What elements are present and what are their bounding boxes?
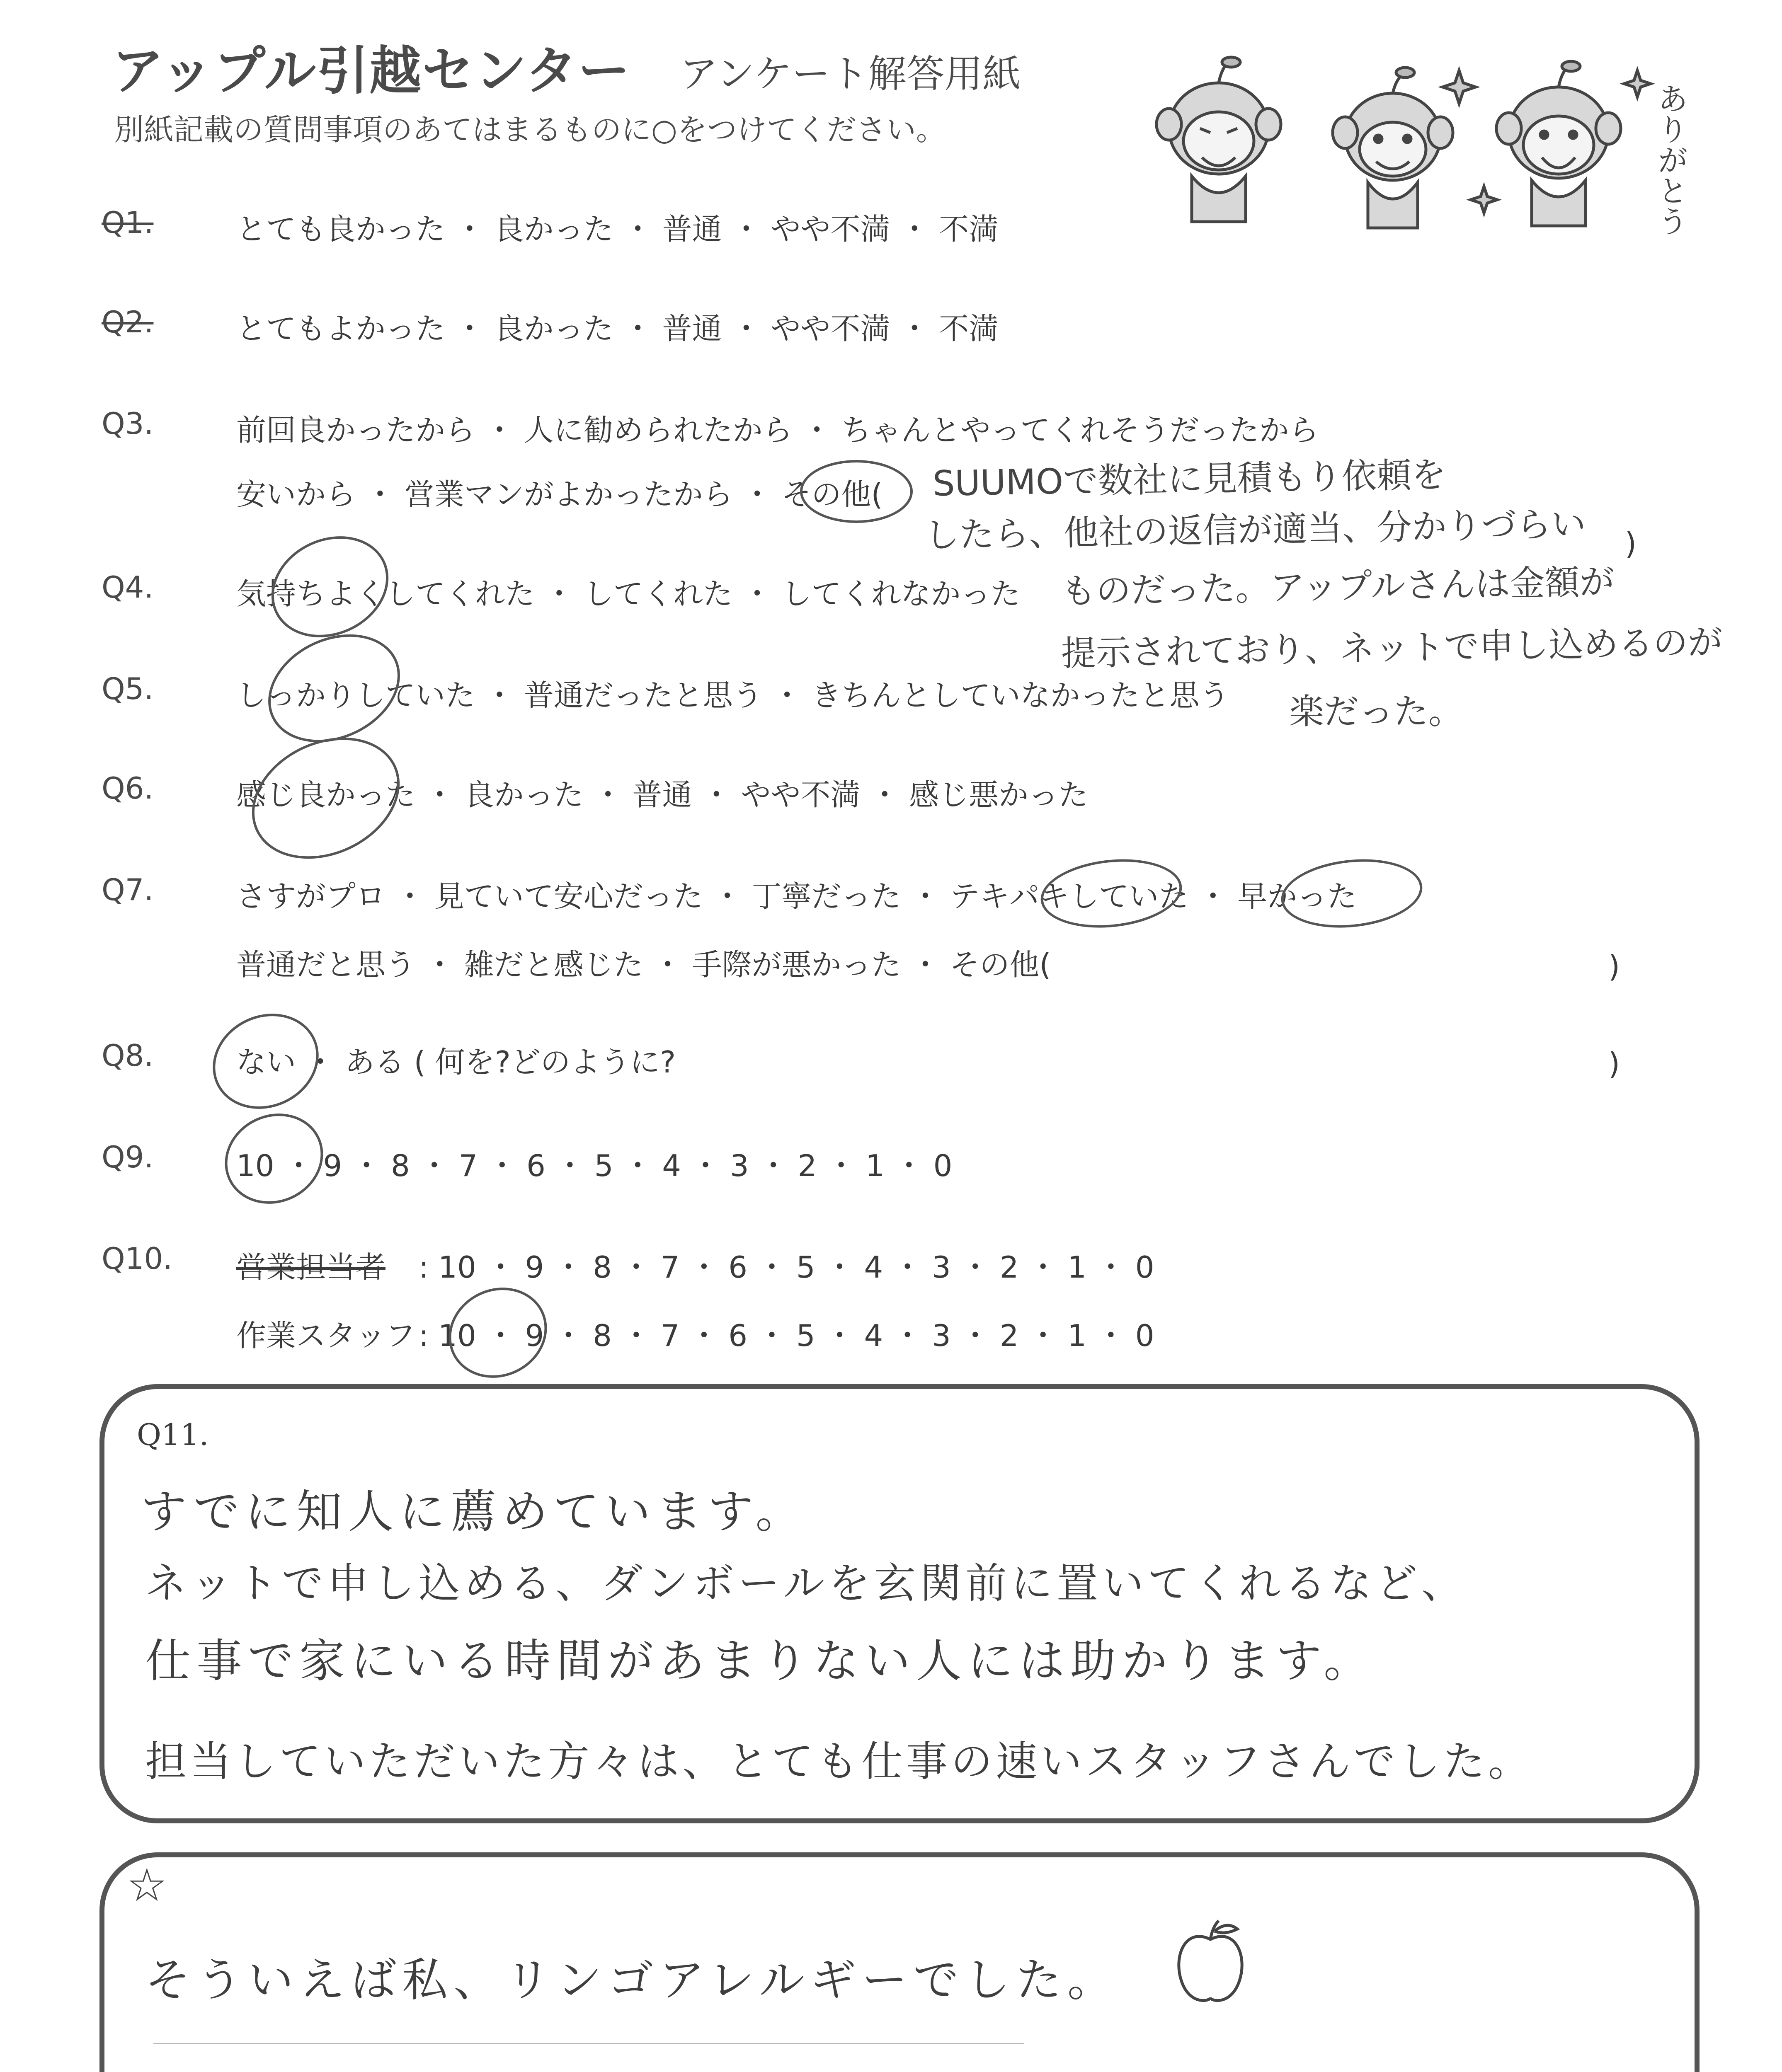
q6-number: Q6. [102,771,154,806]
q2-options: とてもよかった ・ 良かった ・ 普通 ・ やや不満 ・ 不満 [236,311,999,346]
q3-handwritten-line1: SUUMOで数社に見積もり依頼を [932,454,1447,504]
q9-options: 10 ・ 9 ・ 8 ・ 7 ・ 6 ・ 5 ・ 4 ・ 3 ・ 2 ・ 1 ・ 0 [236,1148,953,1183]
apple-doodle-icon [1169,1915,1252,2010]
q8-number: Q8. [102,1038,154,1073]
q11-comment-line1: すでに知人に薦めています。 [141,1485,807,1538]
free-comment-line: そういえば私、リンゴアレルギーでした。 [145,1953,1119,2007]
q10-sales-label: 営業担当者 [236,1250,386,1285]
q11-comment-line2: ネットで申し込める、ダンボールを玄関前に置いてくれるなど、 [145,1559,1467,1607]
q6-answer-circle [232,714,419,882]
q3-options-line2: 安いから ・ 営業マンがよかったから ・ その他( [236,477,883,512]
q7-close-paren: ) [1608,949,1620,984]
form-subtitle: アンケート解答用紙 [680,52,1021,96]
q5-number: Q5. [102,671,154,706]
q6-options: 感じ良かった ・ 良かった ・ 普通 ・ やや不満 ・ 感じ悪かった [236,777,1089,812]
q3-handwritten-line2: したら、他社の返信が適当、分かりづらい [924,503,1586,556]
q10-staff-options: : 10 ・ 9 ・ 8 ・ 7 ・ 6 ・ 5 ・ 4 ・ 3 ・ 2 ・ 1 ・ 0 [419,1318,1154,1353]
q10-staff-label: 作業スタッフ [236,1318,416,1353]
q11-comment-line3: 仕事で家にいる時間があまりない人には助かります。 [145,1634,1375,1687]
q1-options: とても良かった ・ 良かった ・ 普通 ・ やや不満 ・ 不満 [236,212,999,247]
q1-number: Q1. [102,205,154,240]
q10-number: Q10. [102,1241,173,1276]
mascot-caption: ありがとう [1653,83,1688,236]
form-title: アップル引越センター [112,41,631,101]
q10-sales-options: : 10 ・ 9 ・ 8 ・ 7 ・ 6 ・ 5 ・ 4 ・ 3 ・ 2 ・ 1 ・ 0 [419,1250,1154,1285]
q7-number: Q7. [102,872,154,907]
q3-options-line1: 前回良かったから ・ 人に勧められたから ・ ちゃんとやってくれそうだったから [236,413,1319,448]
q9-number: Q9. [102,1140,154,1174]
q5-options: しっかりしていた ・ 普通だったと思う ・ きちんとしていなかったと思う [236,678,1229,713]
q4-number: Q4. [102,570,154,605]
q8-options: ない ・ ある ( 何を?どのように? [236,1045,676,1080]
q3-handwritten-line5: 楽だった。 [1289,691,1464,732]
q4-answer-circle [255,518,405,656]
q7-answer-circle-hayakatta [1278,853,1426,934]
q11-comment-line4: 担当していただいた方々は、とても仕事の速いスタッフさんでした。 [145,1737,1533,1786]
faint-guide-line [153,2043,1024,2044]
q7-answer-circle-tekipaki [1037,853,1185,934]
q7-options-line2: 普通だと思う ・ 雑だと感じた ・ 手際が悪かった ・ その他( [236,947,1051,982]
q10-answer-circle [434,1272,562,1394]
q3-handwritten-line3: ものだった。アップルさんは金額が [1061,561,1615,612]
mascot-monkeys-illustration [1119,33,1700,265]
q9-answer-circle [210,1098,338,1220]
q4-options: 気持ちよくしてくれた ・ してくれた ・ してくれなかった [236,576,1021,611]
star-icon: ☆ [126,1859,167,1912]
q3-close-paren: ) [1625,526,1637,561]
q3-handwritten-line4: 提示されており、ネットで申し込めるのが [1061,622,1723,674]
form-instruction: 別紙記載の質問事項のあてはまるものに○をつけてください。 [114,112,946,147]
q2-number: Q2. [102,305,154,339]
q3-number: Q3. [102,406,154,441]
q7-options-line1: さすがプロ ・ 見ていて安心だった ・ 丁寧だった ・ テキパキしていた ・ 早かった [236,879,1357,914]
q8-close-paren: ) [1608,1046,1620,1081]
q3-answer-circle [800,460,913,523]
q8-answer-circle [197,997,334,1126]
q11-number: Q11. [137,1417,209,1452]
